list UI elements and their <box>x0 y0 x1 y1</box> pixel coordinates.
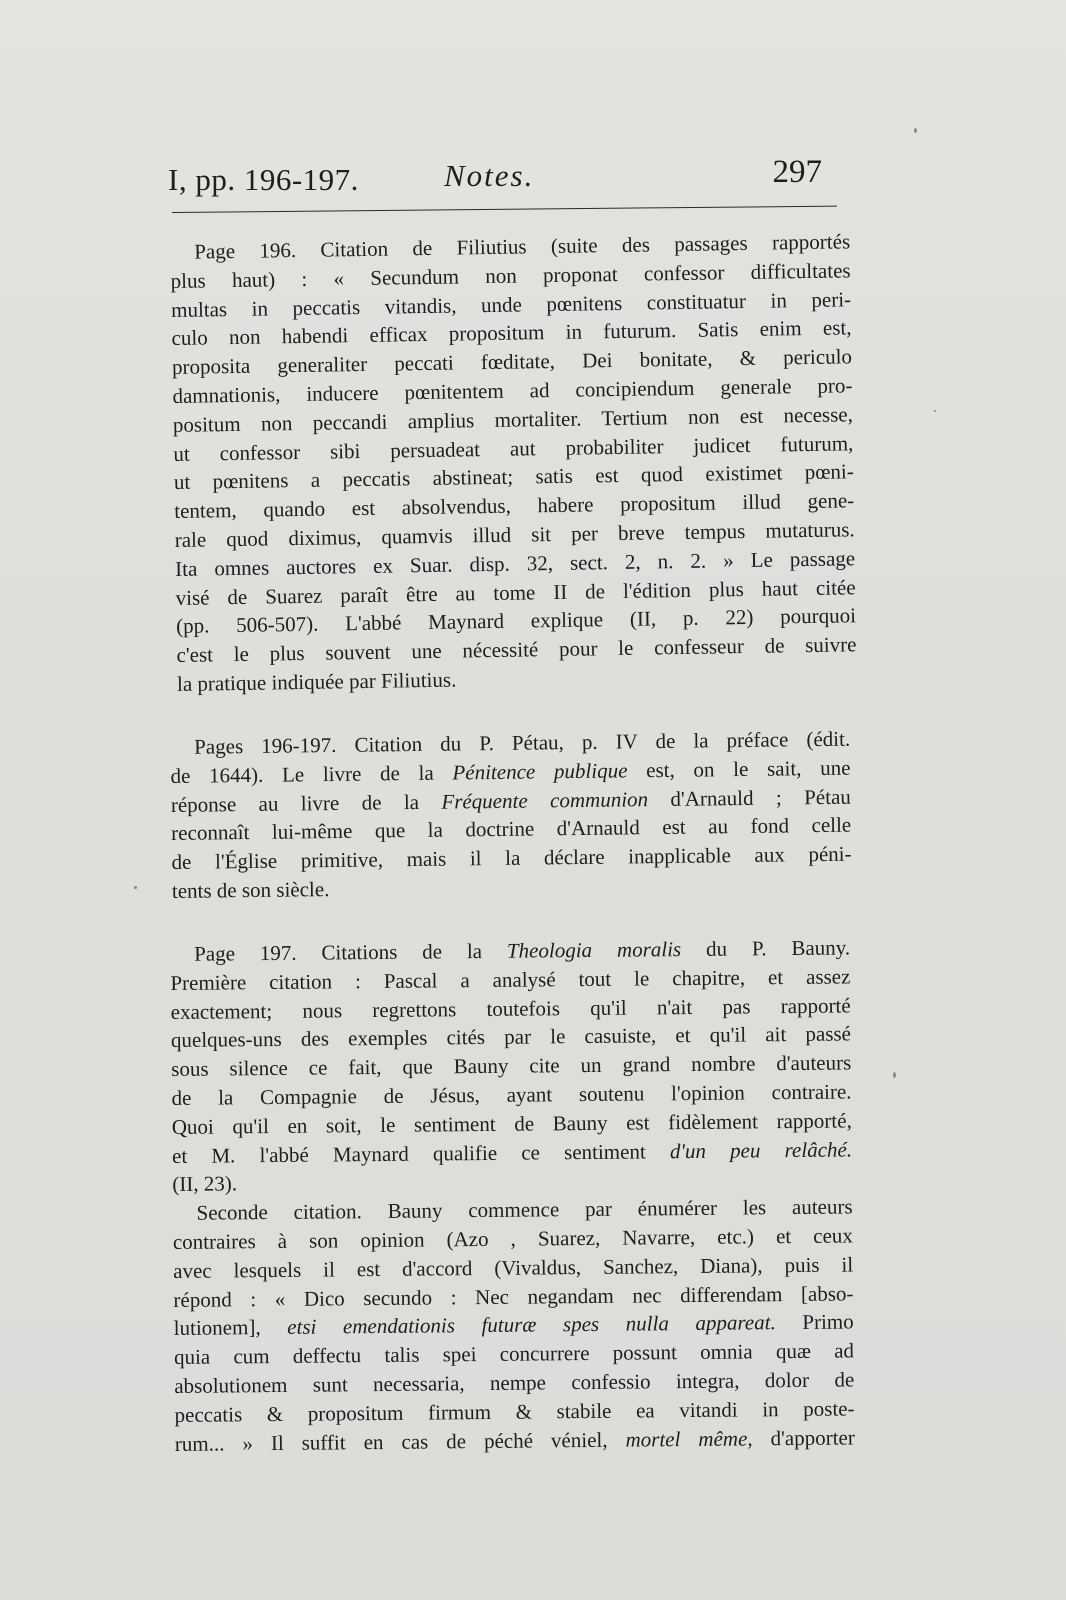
italic-run: Fréquente communion <box>441 786 649 814</box>
text-line: ut pœnitens a peccatis abstineat; satis est quod existimet pœni- <box>173 459 854 495</box>
text-line: de l'Église primitive, mais il la déclare inapplicable aux péni- <box>171 841 852 874</box>
text-line: Page 196. Citation de Filiutius (suite des passages rapportés <box>194 229 851 264</box>
italic-run: d'un peu relâché. <box>669 1136 853 1163</box>
text-line: de 1644). Le livre de la Pénitence publique est, on le sait, une <box>170 755 851 788</box>
text-line: lutionem], etsi emendationis futuræ spes nulla appareat. Primo <box>173 1309 854 1340</box>
paper-speck <box>893 1072 896 1078</box>
text-line: culo non habendi efficax propositum in futurum. Satis enim est, <box>171 315 852 351</box>
note-paragraph <box>170 227 857 698</box>
text-line: tents de son siècle. <box>171 876 330 903</box>
italic-run: mortel même, <box>625 1425 753 1451</box>
header-rule <box>172 206 837 213</box>
text-line: répond : « Dico secundo : Nec negandam nec differendam [abso- <box>173 1280 854 1312</box>
text-line: c'est le plus souvent une nécessité pour le confesseur de suivre <box>176 632 857 668</box>
note-paragraph <box>170 724 852 905</box>
text-line: reconnaît lui-même que la doctrine d'Arnauld est au fond celle <box>171 812 852 846</box>
text-line: Quoi qu'il en soit, le sentiment de Bauny est fidèlement rapporté, <box>171 1107 852 1139</box>
section-title: Notes. <box>444 158 535 193</box>
text-line: de la Compagnie de Jésus, ayant soutenu l'opinion contraire. <box>171 1078 852 1110</box>
text-line: tentem, quando est absolvendus, habere propositum illud gene- <box>174 488 855 524</box>
text-line: contraires à son opinion (Azo , Suarez, Navarre, etc.) et ceux <box>172 1222 853 1254</box>
text-line: peccatis & propositum firmum & stabile ea vitandi in poste- <box>174 1395 855 1427</box>
text-line: quelques-uns des exemples cités par le casuiste, et qu'il ait passé <box>170 1021 852 1052</box>
text-line: et M. l'abbé Maynard qualifie ce sentiment d'un peu relâché. <box>171 1136 853 1168</box>
text-line: (pp. 506-507). L'abbé Maynard explique (II, p. 22) pourquoi <box>175 603 857 639</box>
text-line: (II, 23). <box>172 1171 238 1196</box>
text-line: rale quod diximus, quamvis illud sit per breve tempus mutaturus. <box>174 517 855 552</box>
text-line: exactement; nous regrettons toutefois qu'il n'ait pas rapporté <box>170 992 851 1024</box>
text-line: visé de Suarez paraît être au tome II de l'édition plus haut citée <box>175 574 856 610</box>
text-line: positum non peccandi amplius mortaliter. Tertium non est necesse, <box>172 402 854 437</box>
paper-speck <box>934 410 936 412</box>
text-line: avec lesquels il est d'accord (Vivaldus, Sanchez, Diana), puis il <box>173 1251 854 1283</box>
page-header <box>168 156 838 204</box>
text-line: sous silence ce fait, que Bauny cite un grand nombre d'auteurs <box>171 1050 852 1081</box>
text-line: rum... » Il suffit en cas de péché véniel, mortel même, d'apporter <box>174 1424 855 1456</box>
text-line: quia cum deffectu talis spei concurrere possunt omnia quæ ad <box>173 1338 855 1369</box>
text-line: Seconde citation. Bauny commence par énumérer les auteurs <box>196 1194 853 1225</box>
text-line: damnationis, inducere pœnitentem ad concipiendum generale pro- <box>172 373 853 408</box>
text-line: Page 197. Citations de la Theologia moralis du P. Bauny. <box>194 935 851 966</box>
italic-run: Theologia moralis <box>506 936 682 963</box>
italic-run: Pénitence publique <box>452 757 628 785</box>
text-line: plus haut) : « Secundum non proponat confessor difficultates <box>170 258 851 293</box>
page-number: 297 <box>772 154 822 190</box>
text-line: absolutionem sunt necessaria, nempe confessio integra, dolor de <box>174 1366 855 1398</box>
note-paragraph <box>170 933 855 1458</box>
text-line: réponse au livre de la Fréquente communion d'Arnauld ; Pétau <box>170 784 851 817</box>
text-line: multas in peccatis vitandis, unde pœnitens constituatur in peri- <box>170 286 852 322</box>
text-line: Pages 196-197. Citation du P. Pétau, p. IV de la préface (édit. <box>194 726 851 759</box>
notes-body <box>170 229 857 1458</box>
paper-speck <box>134 886 137 889</box>
text-line: ut confessor sibi persuadeat aut probabiliter judicet futurum, <box>173 430 854 466</box>
running-head: I, pp. 196-197. <box>168 162 359 197</box>
text-line: proposita generaliter peccati fœditate, Dei bonitate, & periculo <box>171 344 853 380</box>
text-line: Ita omnes auctores ex Suar. disp. 32, sect. 2, n. 2. » Le passage <box>175 546 856 581</box>
paper-speck <box>914 128 917 133</box>
text-line: la pratique indiquée par Filiutius. <box>176 667 457 696</box>
italic-run: etsi emendationis futuræ spes nulla appareat. <box>287 1310 776 1339</box>
text-line: Première citation : Pascal a analysé tout le chapitre, et assez <box>170 963 851 995</box>
